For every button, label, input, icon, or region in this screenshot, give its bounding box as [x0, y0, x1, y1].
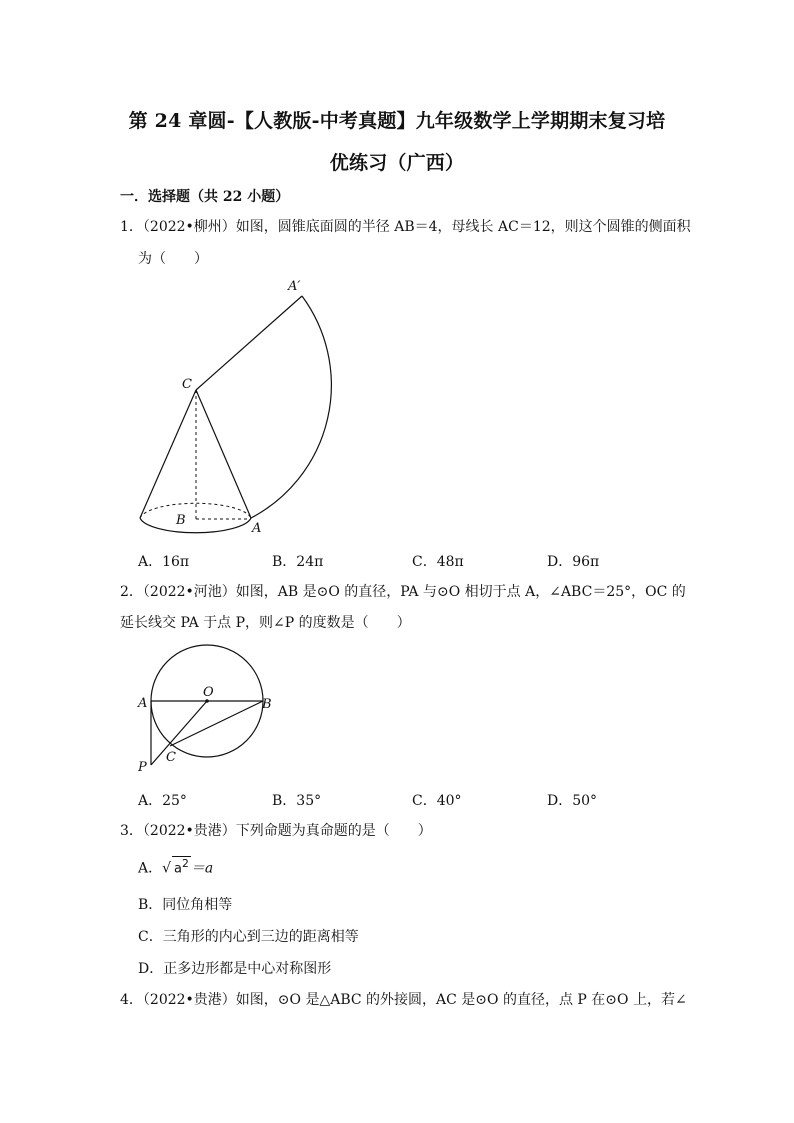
cone-side-left: [140, 390, 196, 518]
q3-option-a[interactable]: [138, 856, 213, 877]
label-a: A: [138, 696, 148, 711]
label-b: B: [262, 697, 272, 712]
cone-slant-ca-prime: [196, 296, 302, 390]
section-heading: 一．选择题（共 22 小题）: [120, 189, 290, 205]
sector-arc: [251, 296, 331, 518]
label-c: C: [182, 377, 192, 392]
label-b: B: [176, 513, 186, 528]
label-a: A: [252, 521, 262, 536]
question-3-line1: 3．（2022•贵港）下列命题为真命题的是（ ）: [120, 823, 432, 839]
radicand: a: [174, 861, 183, 877]
question-1-line1: 1．（2022•柳州）如图，圆锥底面圆的半径 AB＝4，母线长 AC＝12，则这个圆锥的侧面积: [120, 219, 691, 235]
sqrt-expression: [162, 856, 191, 876]
q1-option-d[interactable]: D．96π: [547, 554, 600, 570]
q2-option-d[interactable]: D．50°: [547, 793, 598, 809]
page-title-line1: 第 24 章圆-【人教版-中考真题】九年级数学上学期期末复习培: [128, 110, 666, 132]
line-bc: [170, 701, 263, 746]
question-4-line1: 4．（2022•贵港）如图，⊙O 是△ABC 的外接圆，AC 是⊙O 的直径，点 P 在⊙O 上，若∠: [120, 992, 687, 1008]
q3-option-b[interactable]: B．同位角相等: [138, 897, 233, 913]
label-c: C: [166, 750, 176, 765]
exponent: 2: [182, 857, 189, 870]
q1-option-a[interactable]: A．16π: [138, 554, 190, 570]
cone-side-right: [196, 390, 251, 518]
radical-sign: √: [162, 860, 172, 877]
q1-option-b[interactable]: B．24π: [272, 554, 324, 570]
q2-option-a[interactable]: A．25°: [138, 793, 187, 809]
q1-option-c[interactable]: C．48π: [412, 554, 464, 570]
question-2-line2: 延长线交 PA 于点 P，则∠P 的度数是（ ）: [120, 615, 411, 631]
cone-figure: [130, 272, 360, 544]
base-ellipse-front: [140, 518, 251, 533]
q2-option-b[interactable]: B．35°: [272, 793, 322, 809]
label-o: O: [203, 685, 214, 700]
q2-option-c[interactable]: C．40°: [412, 793, 462, 809]
label-a-prime: A′: [288, 279, 301, 294]
q3-option-c[interactable]: C．三角形的内心到三边的距离相等: [138, 929, 359, 945]
circle-tangent-figure: [132, 640, 282, 780]
line-op: [151, 701, 207, 765]
question-2-line1: 2．（2022•河池）如图，AB 是⊙O 的直径，PA 与⊙O 相切于点 A，∠ABC＝25°，OC 的: [120, 584, 686, 600]
question-1-line2: 为（ ）: [138, 251, 208, 267]
page-title-line2: 优练习（广西）: [329, 152, 465, 174]
q3-option-d[interactable]: D．正多边形都是中心对称图形: [138, 961, 332, 977]
label-p: P: [138, 760, 147, 775]
q3-option-a-rhs: ＝a: [190, 860, 214, 877]
q3-option-a-label: A．: [138, 860, 163, 877]
